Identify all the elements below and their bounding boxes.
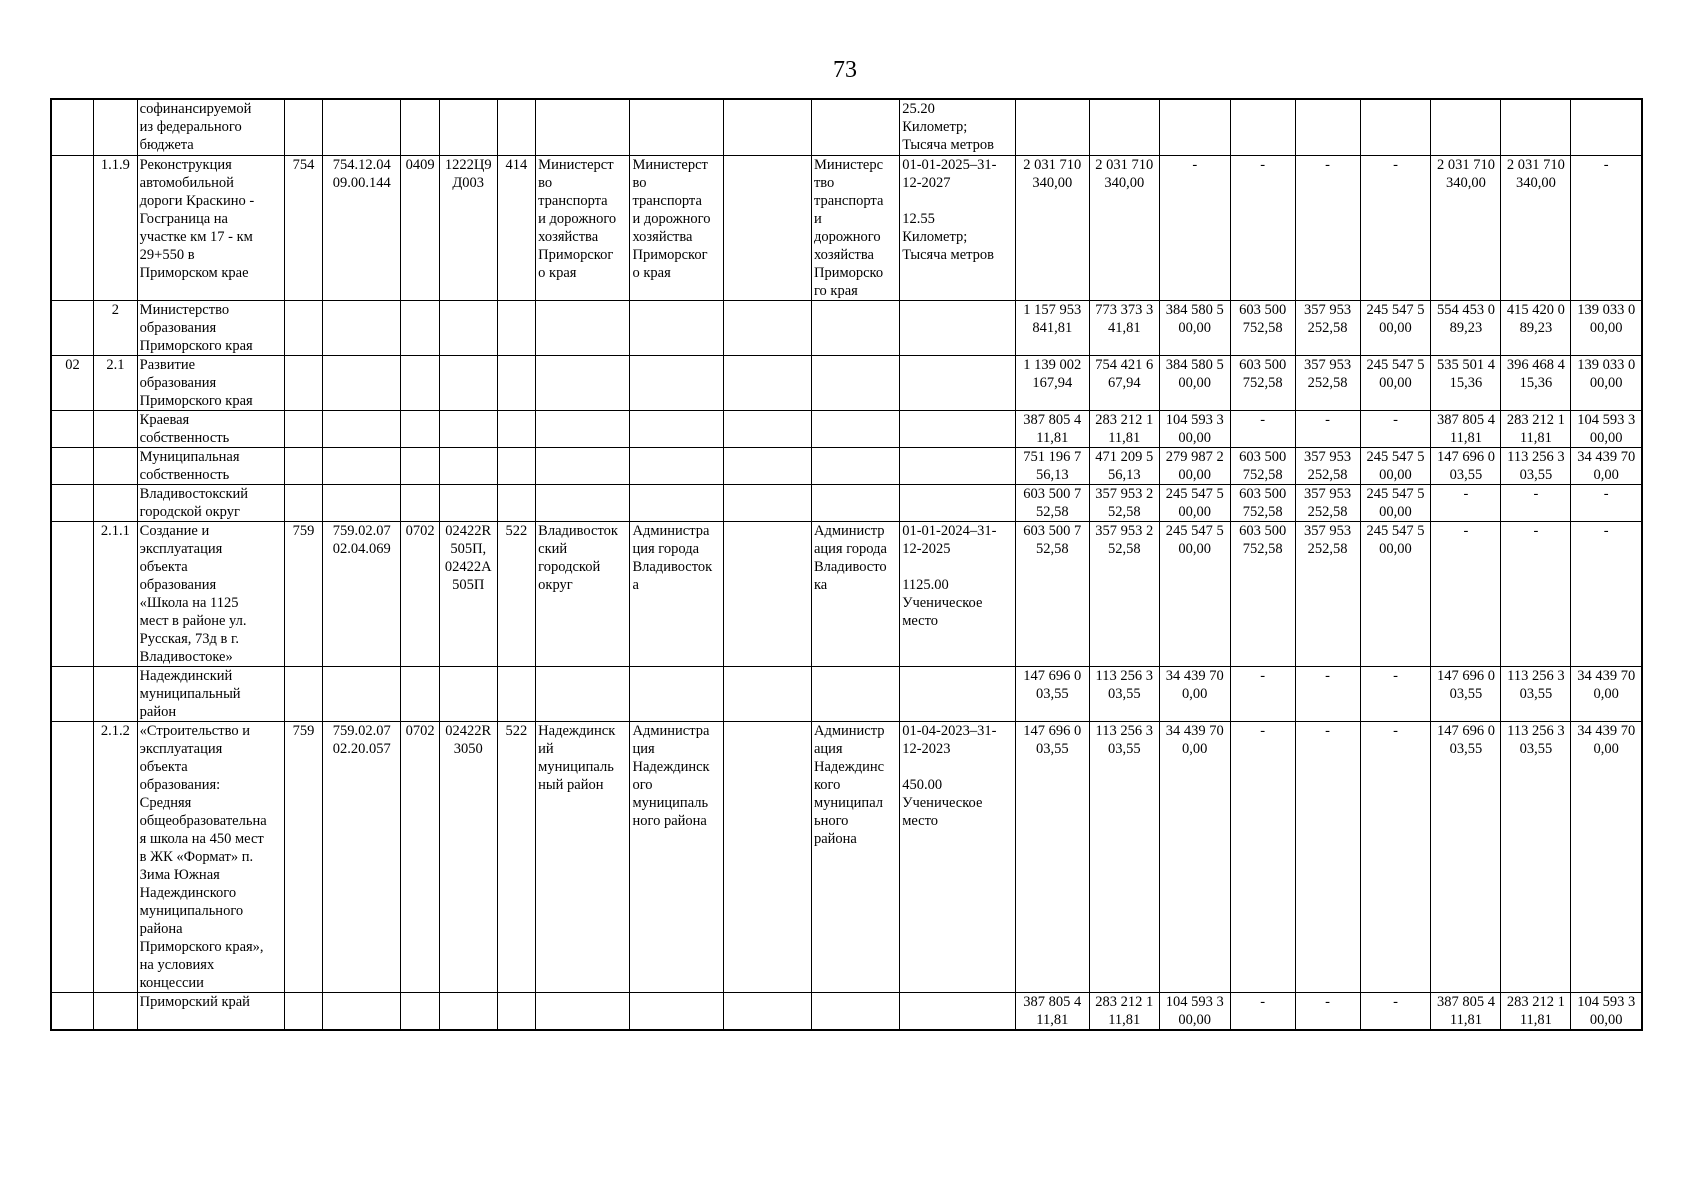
budget-table [50, 98, 1643, 1031]
cell-y1-regional: 357 953 252,58 [1295, 300, 1360, 355]
cell-y1-regional: - [1295, 992, 1360, 1030]
cell-row-number [94, 484, 138, 521]
cell-y1-federal: - [1360, 666, 1431, 721]
cell-name: Реконструкция автомобильной дороги Краскино - Госграница на участке км 17 - км 29+550 в Приморском крае [137, 155, 284, 300]
cell-y1-total: 603 500 752,58 [1230, 521, 1295, 666]
cell-y1-total: 603 500 752,58 [1230, 355, 1295, 410]
cell-cs-code [323, 992, 401, 1030]
cell-cs-code [323, 99, 401, 155]
cell-total [1015, 99, 1089, 155]
cell-region-code [51, 410, 94, 447]
cell-region-code [51, 484, 94, 521]
cell-total: 1 157 953 841,81 [1015, 300, 1089, 355]
cell-cell-11 [723, 99, 811, 155]
cell-y2-federal: 104 593 3 00,00 [1571, 992, 1642, 1030]
cell-municipality [536, 99, 630, 155]
cell-expense-type [497, 992, 536, 1030]
cell-total: 2 031 710 340,00 [1015, 155, 1089, 300]
cell-grbs [284, 300, 323, 355]
cell-y2-federal: - [1571, 155, 1642, 300]
cell-target-article [439, 484, 497, 521]
cell-cell-11 [723, 666, 811, 721]
table-row [51, 666, 1642, 721]
cell-y1-total [1230, 99, 1295, 155]
cell-y2-total: 554 453 0 89,23 [1431, 300, 1501, 355]
cell-row-number [94, 992, 138, 1030]
cell-name: Муниципальная собственность [137, 447, 284, 484]
cell-grbs: 754 [284, 155, 323, 300]
cell-total-regional: 113 256 3 03,55 [1089, 721, 1159, 992]
cell-y2-total: 387 805 4 11,81 [1431, 992, 1501, 1030]
table-row [51, 410, 1642, 447]
cell-total-federal: 104 593 3 00,00 [1159, 410, 1230, 447]
cell-y2-federal: 139 033 0 00,00 [1571, 300, 1642, 355]
cell-municipality [536, 410, 630, 447]
cell-customer: Министерст во транспорта и дорожного хозяйства Приморског о края [630, 155, 723, 300]
cell-period-capacity: 01-04-2023–31- 12-2023 450.00 Ученическое место [900, 721, 1016, 992]
cell-y2-total: 147 696 0 03,55 [1431, 447, 1501, 484]
cell-name: Приморский край [137, 992, 284, 1030]
cell-region-code: 02 [51, 355, 94, 410]
cell-y1-total: - [1230, 666, 1295, 721]
cell-expense-type: 522 [497, 721, 536, 992]
cell-grbs [284, 447, 323, 484]
cell-y1-regional: 357 953 252,58 [1295, 447, 1360, 484]
cell-region-code [51, 155, 94, 300]
cell-cs-code: 759.02.07 02.20.057 [323, 721, 401, 992]
cell-period-capacity [900, 410, 1016, 447]
cell-target-article [439, 99, 497, 155]
cell-grbs [284, 666, 323, 721]
cell-target-article [439, 666, 497, 721]
cell-total-federal: 384 580 5 00,00 [1159, 355, 1230, 410]
table-row [51, 155, 1642, 300]
cell-expense-type [497, 666, 536, 721]
cell-municipality [536, 992, 630, 1030]
cell-y1-federal: - [1360, 721, 1431, 992]
cell-y2-total: 387 805 4 11,81 [1431, 410, 1501, 447]
cell-y1-regional: 357 953 252,58 [1295, 355, 1360, 410]
cell-y1-federal: - [1360, 992, 1431, 1030]
cell-total-federal: 104 593 3 00,00 [1159, 992, 1230, 1030]
cell-expense-type [497, 355, 536, 410]
cell-customer [630, 99, 723, 155]
cell-grbs [284, 99, 323, 155]
cell-y1-regional: 357 953 252,58 [1295, 484, 1360, 521]
cell-grbs [284, 410, 323, 447]
cell-y2-total: - [1431, 484, 1501, 521]
cell-cs-code: 759.02.07 02.04.069 [323, 521, 401, 666]
cell-row-number: 1.1.9 [94, 155, 138, 300]
cell-section [401, 447, 440, 484]
table-row [51, 355, 1642, 410]
cell-y1-total: - [1230, 410, 1295, 447]
cell-cell-11 [723, 300, 811, 355]
cell-region-code [51, 521, 94, 666]
cell-period-capacity: 01-01-2025–31- 12-2027 12.55 Километр; Тысяча метров [900, 155, 1016, 300]
cell-target-article [439, 447, 497, 484]
cell-section [401, 99, 440, 155]
cell-cell-11 [723, 992, 811, 1030]
cell-period-capacity [900, 484, 1016, 521]
cell-executor [811, 484, 899, 521]
cell-period-capacity [900, 300, 1016, 355]
cell-cell-11 [723, 155, 811, 300]
cell-y1-federal: 245 547 5 00,00 [1360, 484, 1431, 521]
cell-period-capacity [900, 992, 1016, 1030]
table-row [51, 300, 1642, 355]
cell-y1-federal: - [1360, 155, 1431, 300]
cell-y2-federal: 104 593 3 00,00 [1571, 410, 1642, 447]
cell-section [401, 666, 440, 721]
cell-target-article [439, 992, 497, 1030]
cell-y1-regional: 357 953 252,58 [1295, 521, 1360, 666]
cell-y2-regional: 283 212 1 11,81 [1501, 410, 1571, 447]
cell-region-code [51, 447, 94, 484]
cell-expense-type [497, 300, 536, 355]
cell-total-federal [1159, 99, 1230, 155]
cell-total: 603 500 7 52,58 [1015, 484, 1089, 521]
cell-y1-regional: - [1295, 410, 1360, 447]
cell-customer: Администра ция города Владивосток а [630, 521, 723, 666]
cell-customer: Администра ция Надеждинск ого муниципаль ного района [630, 721, 723, 992]
cell-name: Развитие образования Приморского края [137, 355, 284, 410]
cell-y1-federal: 245 547 5 00,00 [1360, 300, 1431, 355]
cell-row-number: 2.1.2 [94, 721, 138, 992]
cell-name: «Строительство и эксплуатация объекта образования: Средняя общеобразовательна я школа на 450 мест в ЖК «Формат» п. Зима Южная Надеждинского муниципального района Приморского края», на условиях концессии [137, 721, 284, 992]
cell-executor: Администр ация Надеждинс кого муниципал ьного района [811, 721, 899, 992]
table-body [51, 99, 1642, 1030]
cell-y1-total: - [1230, 155, 1295, 300]
cell-executor [811, 355, 899, 410]
cell-cell-11 [723, 410, 811, 447]
cell-section [401, 300, 440, 355]
cell-target-article: 02422R 505П, 02422А 505П [439, 521, 497, 666]
cell-y2-regional [1501, 99, 1571, 155]
cell-total-federal: 384 580 5 00,00 [1159, 300, 1230, 355]
cell-section [401, 484, 440, 521]
table-row [51, 99, 1642, 155]
cell-customer [630, 355, 723, 410]
cell-y1-federal: 245 547 5 00,00 [1360, 355, 1431, 410]
cell-total-federal: 245 547 5 00,00 [1159, 484, 1230, 521]
cell-y2-total: 147 696 0 03,55 [1431, 721, 1501, 992]
cell-y2-total [1431, 99, 1501, 155]
cell-y1-federal: 245 547 5 00,00 [1360, 447, 1431, 484]
cell-cs-code [323, 447, 401, 484]
cell-grbs: 759 [284, 721, 323, 992]
cell-y2-federal: 34 439 70 0,00 [1571, 666, 1642, 721]
cell-y1-federal: - [1360, 410, 1431, 447]
cell-period-capacity [900, 447, 1016, 484]
cell-total: 1 139 002 167,94 [1015, 355, 1089, 410]
cell-cell-11 [723, 355, 811, 410]
cell-municipality [536, 300, 630, 355]
cell-name: Краевая собственность [137, 410, 284, 447]
cell-cell-11 [723, 484, 811, 521]
cell-y2-regional: 283 212 1 11,81 [1501, 992, 1571, 1030]
cell-name: софинансируемой из федерального бюджета [137, 99, 284, 155]
cell-section: 0409 [401, 155, 440, 300]
cell-cs-code [323, 484, 401, 521]
cell-name: Владивостокский городской округ [137, 484, 284, 521]
cell-name: Создание и эксплуатация объекта образования «Школа на 1125 мест в районе ул. Русская, 73д в г. Владивостоке» [137, 521, 284, 666]
cell-customer [630, 484, 723, 521]
cell-municipality [536, 447, 630, 484]
cell-y2-regional: - [1501, 521, 1571, 666]
cell-total: 387 805 4 11,81 [1015, 992, 1089, 1030]
cell-expense-type: 414 [497, 155, 536, 300]
cell-total-regional [1089, 99, 1159, 155]
cell-customer [630, 300, 723, 355]
cell-executor [811, 410, 899, 447]
cell-grbs [284, 355, 323, 410]
cell-y1-regional [1295, 99, 1360, 155]
cell-target-article [439, 300, 497, 355]
cell-total-regional: 2 031 710 340,00 [1089, 155, 1159, 300]
cell-y2-regional: 415 420 0 89,23 [1501, 300, 1571, 355]
cell-total-federal: 34 439 70 0,00 [1159, 666, 1230, 721]
cell-customer [630, 410, 723, 447]
cell-region-code [51, 721, 94, 992]
cell-y2-total: 535 501 4 15,36 [1431, 355, 1501, 410]
page-number: 73 [833, 57, 857, 83]
cell-section [401, 355, 440, 410]
cell-y2-regional: 396 468 4 15,36 [1501, 355, 1571, 410]
cell-expense-type [497, 410, 536, 447]
cell-cell-11 [723, 721, 811, 992]
cell-region-code [51, 99, 94, 155]
cell-row-number [94, 410, 138, 447]
cell-cell-11 [723, 521, 811, 666]
cell-y1-federal [1360, 99, 1431, 155]
cell-section [401, 410, 440, 447]
cell-row-number: 2 [94, 300, 138, 355]
cell-y2-federal: 139 033 0 00,00 [1571, 355, 1642, 410]
cell-total-regional: 773 373 3 41,81 [1089, 300, 1159, 355]
table-row [51, 721, 1642, 992]
cell-total-federal: - [1159, 155, 1230, 300]
cell-executor [811, 447, 899, 484]
cell-y1-total: - [1230, 992, 1295, 1030]
cell-target-article [439, 355, 497, 410]
cell-total-federal: 34 439 70 0,00 [1159, 721, 1230, 992]
cell-municipality [536, 355, 630, 410]
cell-total: 751 196 7 56,13 [1015, 447, 1089, 484]
cell-cs-code [323, 410, 401, 447]
cell-target-article [439, 410, 497, 447]
cell-municipality: Владивосток ский городской округ [536, 521, 630, 666]
cell-y2-regional: 113 256 3 03,55 [1501, 721, 1571, 992]
table-row [51, 484, 1642, 521]
cell-grbs: 759 [284, 521, 323, 666]
cell-y2-regional: 113 256 3 03,55 [1501, 666, 1571, 721]
cell-y1-total: 603 500 752,58 [1230, 484, 1295, 521]
cell-target-article: 02422R 3050 [439, 721, 497, 992]
cell-cs-code [323, 355, 401, 410]
cell-name: Надеждинский муниципальный район [137, 666, 284, 721]
cell-municipality [536, 666, 630, 721]
cell-total: 603 500 7 52,58 [1015, 521, 1089, 666]
cell-grbs [284, 484, 323, 521]
cell-total-federal: 245 547 5 00,00 [1159, 521, 1230, 666]
cell-y1-regional: - [1295, 721, 1360, 992]
table-row [51, 447, 1642, 484]
cell-name: Министерство образования Приморского края [137, 300, 284, 355]
cell-section: 0702 [401, 521, 440, 666]
cell-region-code [51, 300, 94, 355]
cell-y1-total: 603 500 752,58 [1230, 447, 1295, 484]
cell-expense-type [497, 99, 536, 155]
cell-municipality: Надеждинск ий муниципаль ный район [536, 721, 630, 992]
cell-executor [811, 99, 899, 155]
cell-grbs [284, 992, 323, 1030]
cell-executor [811, 300, 899, 355]
cell-section [401, 992, 440, 1030]
cell-y2-regional: - [1501, 484, 1571, 521]
cell-municipality: Министерст во транспорта и дорожного хозяйства Приморског о края [536, 155, 630, 300]
cell-total-regional: 113 256 3 03,55 [1089, 666, 1159, 721]
cell-y2-federal: - [1571, 484, 1642, 521]
cell-period-capacity [900, 355, 1016, 410]
cell-customer [630, 447, 723, 484]
cell-y2-federal: 34 439 70 0,00 [1571, 721, 1642, 992]
cell-y2-regional: 2 031 710 340,00 [1501, 155, 1571, 300]
cell-total-regional: 283 212 1 11,81 [1089, 410, 1159, 447]
cell-total: 147 696 0 03,55 [1015, 666, 1089, 721]
cell-region-code [51, 992, 94, 1030]
cell-region-code [51, 666, 94, 721]
cell-expense-type [497, 447, 536, 484]
cell-executor: Администр ация города Владивосто ка [811, 521, 899, 666]
cell-total-regional: 471 209 5 56,13 [1089, 447, 1159, 484]
cell-period-capacity: 01-01-2024–31- 12-2025 1125.00 Ученическое место [900, 521, 1016, 666]
cell-y2-regional: 113 256 3 03,55 [1501, 447, 1571, 484]
table-row [51, 992, 1642, 1030]
cell-y1-regional: - [1295, 666, 1360, 721]
cell-y1-total: 603 500 752,58 [1230, 300, 1295, 355]
cell-row-number [94, 447, 138, 484]
cell-y1-regional: - [1295, 155, 1360, 300]
cell-row-number [94, 99, 138, 155]
cell-total-regional: 283 212 1 11,81 [1089, 992, 1159, 1030]
cell-cs-code [323, 300, 401, 355]
cell-cell-11 [723, 447, 811, 484]
cell-expense-type: 522 [497, 521, 536, 666]
cell-y2-federal: - [1571, 521, 1642, 666]
cell-total-regional: 357 953 2 52,58 [1089, 484, 1159, 521]
cell-cs-code: 754.12.04 09.00.144 [323, 155, 401, 300]
cell-customer [630, 666, 723, 721]
cell-executor: Министерс тво транспорта и дорожного хозяйства Приморско го края [811, 155, 899, 300]
cell-cs-code [323, 666, 401, 721]
cell-y2-federal: 34 439 70 0,00 [1571, 447, 1642, 484]
cell-total-regional: 754 421 6 67,94 [1089, 355, 1159, 410]
cell-total: 387 805 4 11,81 [1015, 410, 1089, 447]
cell-y2-total: 147 696 0 03,55 [1431, 666, 1501, 721]
cell-y2-total: 2 031 710 340,00 [1431, 155, 1501, 300]
cell-total: 147 696 0 03,55 [1015, 721, 1089, 992]
cell-y1-total: - [1230, 721, 1295, 992]
cell-y2-federal [1571, 99, 1642, 155]
cell-period-capacity: 25.20 Километр; Тысяча метров [900, 99, 1016, 155]
cell-row-number: 2.1.1 [94, 521, 138, 666]
cell-y2-total: - [1431, 521, 1501, 666]
cell-municipality [536, 484, 630, 521]
cell-y1-federal: 245 547 5 00,00 [1360, 521, 1431, 666]
cell-target-article: 1222Ц9 Д003 [439, 155, 497, 300]
table-row [51, 521, 1642, 666]
cell-total-federal: 279 987 2 00,00 [1159, 447, 1230, 484]
cell-customer [630, 992, 723, 1030]
cell-executor [811, 992, 899, 1030]
cell-row-number: 2.1 [94, 355, 138, 410]
cell-expense-type [497, 484, 536, 521]
cell-total-regional: 357 953 2 52,58 [1089, 521, 1159, 666]
cell-period-capacity [900, 666, 1016, 721]
cell-section: 0702 [401, 721, 440, 992]
cell-row-number [94, 666, 138, 721]
cell-executor [811, 666, 899, 721]
